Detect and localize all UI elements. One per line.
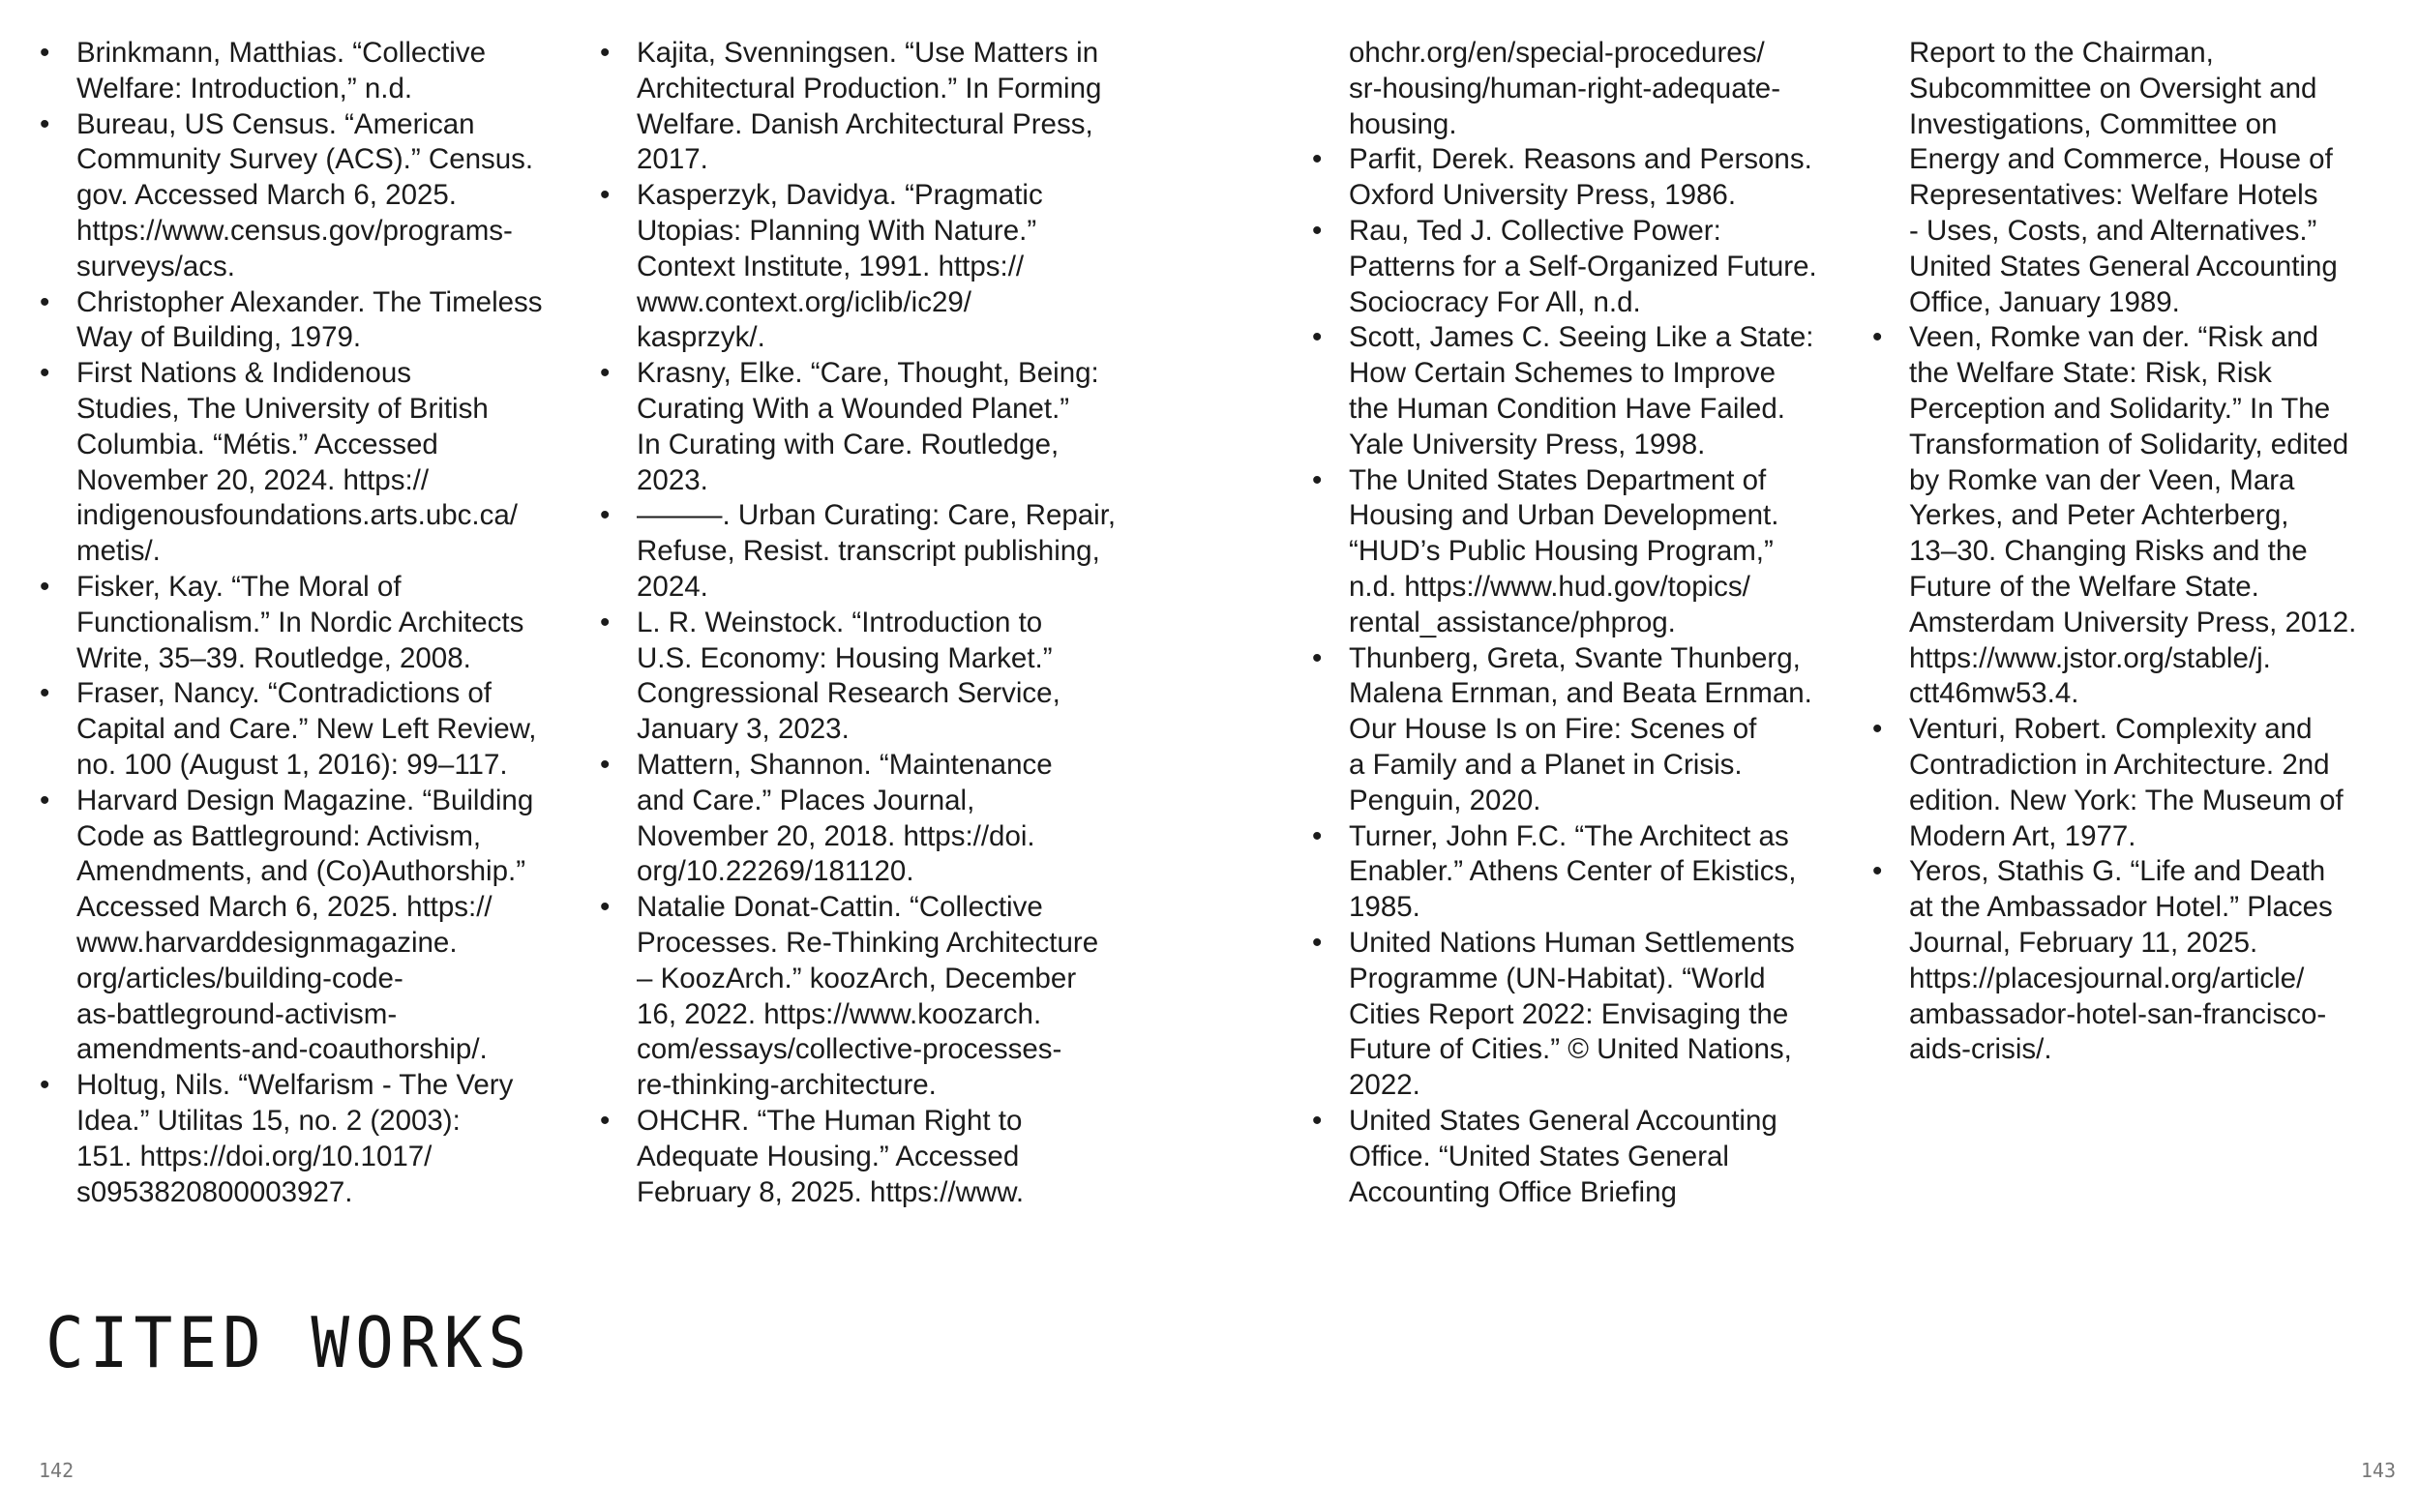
entry-line: • Fraser, Nancy. “Contradictions of <box>76 677 493 710</box>
entry-line: Idea.” Utilitas 15, no. 2 (2003): <box>76 1104 461 1137</box>
entry-line: ctt46mw53.4. <box>1909 677 2079 710</box>
entry-line: Enabler.” Athens Center of Ekistics, <box>1349 855 1797 888</box>
entry-line: Utopias: Planning With Nature.” <box>637 214 1037 247</box>
entry-line: Welfare: Introduction,” n.d. <box>76 72 413 104</box>
section-title: CITED WORKS <box>45 1302 533 1384</box>
bibliography-column-4 <box>1909 36 2356 1068</box>
entry-line: Refuse, Resist. transcript publishing, <box>637 535 1100 568</box>
entry-line: Capital and Care.” New Left Review, <box>76 713 537 746</box>
entry-line: Transformation of Solidarity, edited <box>1909 428 2349 460</box>
entry-line: • Harvard Design Magazine. “Building <box>76 784 534 816</box>
bibliography-entry <box>76 676 543 783</box>
entry-line: Functionalism.” In Nordic Architects <box>76 606 524 638</box>
entry-line: November 20, 2018. https://doi. <box>637 819 1035 852</box>
bibliography-entry <box>1349 320 1817 462</box>
entry-line: • Christopher Alexander. The Timeless <box>76 285 543 318</box>
entry-line: indigenousfoundations.arts.ubc.ca/ <box>76 499 518 532</box>
entry-line: https://placesjournal.org/article/ <box>1909 962 2305 994</box>
page-number-left: 142 <box>39 1459 75 1482</box>
entry-line: aids-crisis/. <box>1909 1033 2052 1066</box>
entry-line: “HUD’s Public Housing Program,” <box>1349 535 1774 568</box>
entry-line: Amendments, and (Co)Authorship.” <box>76 855 526 888</box>
entry-line: surveys/acs. <box>76 250 235 282</box>
bibliography-entry <box>1349 641 1817 819</box>
entry-line: Journal, February 11, 2025. <box>1909 926 2258 959</box>
entry-line: January 3, 2023. <box>637 713 850 746</box>
entry-line: Programme (UN-Habitat). “World <box>1349 962 1766 994</box>
entry-line: Energy and Commerce, House of <box>1909 143 2333 176</box>
entry-line: Contradiction in Architecture. 2nd <box>1909 748 2330 781</box>
bibliography-entry <box>1909 320 2356 712</box>
entry-line: org/articles/building-code- <box>76 962 403 994</box>
bibliography-entry <box>637 606 1116 748</box>
entry-line: • Venturi, Robert. Complexity and <box>1909 713 2313 746</box>
bibliography-entry <box>637 748 1116 890</box>
bibliography-entry <box>1349 1104 1817 1210</box>
entry-line: n.d. https://www.hud.gov/topics/ <box>1349 570 1750 603</box>
entry-line: the Human Condition Have Failed. <box>1349 392 1785 425</box>
entry-line: Sociocracy For All, n.d. <box>1349 285 1641 318</box>
entry-line: Curating With a Wounded Planet.” <box>637 392 1070 425</box>
entry-line: • Rau, Ted J. Collective Power: <box>1349 214 1721 247</box>
entry-line: • Scott, James C. Seeing Like a State: <box>1349 321 1814 354</box>
entry-line: at the Ambassador Hotel.” Places <box>1909 891 2333 924</box>
bibliography-entry <box>76 107 543 285</box>
bibliography-entry <box>637 498 1116 605</box>
entry-line: • United States General Accounting <box>1349 1104 1777 1137</box>
entry-line: Adequate Housing.” Accessed <box>637 1140 1020 1172</box>
entry-line: housing. <box>1349 107 1457 140</box>
entry-line: Office. “United States General <box>1349 1140 1729 1172</box>
bibliography-column-3 <box>1349 36 1817 1210</box>
entry-line: com/essays/collective-processes- <box>637 1033 1062 1066</box>
bibliography-entry <box>76 784 543 1068</box>
entry-line: Our House Is on Fire: Scenes of <box>1349 713 1757 746</box>
bibliography-entry <box>76 1068 543 1210</box>
entry-line: United States General Accounting <box>1909 250 2338 282</box>
entry-line: Subcommittee on Oversight and <box>1909 72 2317 104</box>
entry-line: Penguin, 2020. <box>1349 784 1541 816</box>
entry-line: • Bureau, US Census. “American <box>76 107 475 140</box>
entry-line: Modern Art, 1977. <box>1909 819 2136 852</box>
entry-line: • Holtug, Nils. “Welfarism - The Very <box>76 1069 514 1102</box>
entry-line: In Curating with Care. Routledge, <box>637 428 1060 460</box>
entry-line: by Romke van der Veen, Mara <box>1909 463 2295 496</box>
entry-line: Processes. Re-Thinking Architecture <box>637 926 1099 959</box>
entry-line: • The United States Department of <box>1349 463 1767 496</box>
entry-line: Perception and Solidarity.” In The <box>1909 392 2331 425</box>
bibliography-entry <box>637 36 1116 178</box>
entry-line: ambassador-hotel-san-francisco- <box>1909 997 2327 1030</box>
bibliography-entry <box>637 356 1116 498</box>
entry-line: • L. R. Weinstock. “Introduction to <box>637 606 1043 638</box>
entry-line: Representatives: Welfare Hotels <box>1909 179 2318 212</box>
entry-line: • First Nations & Indidenous <box>76 357 411 390</box>
entry-line: Yale University Press, 1998. <box>1349 428 1706 460</box>
bibliography-entry <box>76 356 543 570</box>
entry-line: Way of Building, 1979. <box>76 321 362 354</box>
entry-line: February 8, 2025. https://www. <box>637 1175 1025 1208</box>
entry-line: edition. New York: The Museum of <box>1909 784 2344 816</box>
entry-line: Office, January 1989. <box>1909 285 2180 318</box>
entry-line: metis/. <box>76 535 161 568</box>
entry-line: • OHCHR. “The Human Right to <box>637 1104 1023 1137</box>
entry-line: Context Institute, 1991. https:// <box>637 250 1025 282</box>
entry-line: re-thinking-architecture. <box>637 1069 937 1102</box>
entry-line: Investigations, Committee on <box>1909 107 2278 140</box>
bibliography-entry <box>76 285 543 357</box>
entry-line: the Welfare State: Risk, Risk <box>1909 357 2272 390</box>
bibliography-entry <box>637 178 1116 356</box>
entry-line: s0953820800003927. <box>76 1175 353 1208</box>
entry-line: gov. Accessed March 6, 2025. <box>76 179 458 212</box>
bibliography-entry <box>1349 36 1817 142</box>
entry-line: Oxford University Press, 1986. <box>1349 179 1737 212</box>
entry-line: Community Survey (ACS).” Census. <box>76 143 534 176</box>
bibliography-entry <box>1349 819 1817 926</box>
entry-line: 13–30. Changing Risks and the <box>1909 535 2308 568</box>
entry-line: Columbia. “Métis.” Accessed <box>76 428 438 460</box>
page-number-right: 143 <box>2360 1459 2396 1482</box>
entry-line: www.harvarddesignmagazine. <box>76 926 458 959</box>
bibliography-entry <box>637 1104 1116 1210</box>
entry-line: Housing and Urban Development. <box>1349 499 1779 532</box>
entry-line: ohchr.org/en/special-procedures/ <box>1349 37 1765 69</box>
bibliography-entry <box>1909 712 2356 854</box>
bibliography-column-1 <box>76 36 543 1210</box>
entry-line: sr-housing/human-right-adequate- <box>1349 72 1781 104</box>
entry-line: – KoozArch.” koozArch, December <box>637 962 1077 994</box>
bibliography-entry <box>1349 214 1817 320</box>
entry-line: • Mattern, Shannon. “Maintenance <box>637 748 1053 781</box>
entry-line: Patterns for a Self-Organized Future. <box>1349 250 1817 282</box>
entry-line: • Fisker, Kay. “The Moral of <box>76 570 402 603</box>
entry-line: Accessed March 6, 2025. https:// <box>76 891 493 924</box>
entry-line: U.S. Economy: Housing Market.” <box>637 641 1053 674</box>
entry-line: Studies, The University of British <box>76 392 489 425</box>
entry-line: a Family and a Planet in Crisis. <box>1349 748 1743 781</box>
entry-line: https://www.census.gov/programs- <box>76 214 513 247</box>
bibliography-column-2 <box>637 36 1116 1210</box>
entry-line: amendments-and-coauthorship/. <box>76 1033 488 1066</box>
entry-line: 2022. <box>1349 1069 1420 1102</box>
entry-line: - Uses, Costs, and Alternatives.” <box>1909 214 2317 247</box>
entry-line: 1985. <box>1349 891 1420 924</box>
entry-line: Report to the Chairman, <box>1909 37 2214 69</box>
entry-line: How Certain Schemes to Improve <box>1349 357 1777 390</box>
entry-line: Welfare. Danish Architectural Press, <box>637 107 1093 140</box>
entry-line: Write, 35–39. Routledge, 2008. <box>76 641 471 674</box>
entry-line: November 20, 2024. https:// <box>76 463 430 496</box>
entry-line: rental_assistance/phprog. <box>1349 606 1676 638</box>
entry-line: 2023. <box>637 463 708 496</box>
entry-line: Future of the Welfare State. <box>1909 570 2259 603</box>
entry-line: • Parfit, Derek. Reasons and Persons. <box>1349 143 1812 176</box>
entry-line: • Veen, Romke van der. “Risk and <box>1909 321 2319 354</box>
entry-line: 2024. <box>637 570 708 603</box>
entry-line: 151. https://doi.org/10.1017/ <box>76 1140 433 1172</box>
bibliography-entry <box>1909 36 2356 320</box>
entry-line: • Yeros, Stathis G. “Life and Death <box>1909 855 2326 888</box>
entry-line: Architectural Production.” In Forming <box>637 72 1102 104</box>
entry-line: • United Nations Human Settlements <box>1349 926 1795 959</box>
bibliography-entry <box>1909 854 2356 1068</box>
entry-line: • Kajita, Svenningsen. “Use Matters in <box>637 37 1099 69</box>
entry-line: • Natalie Donat-Cattin. “Collective <box>637 891 1043 924</box>
bibliography-entry <box>1349 463 1817 641</box>
bibliography-entry <box>1349 926 1817 1104</box>
entry-line: Cities Report 2022: Envisaging the <box>1349 997 1789 1030</box>
entry-line: • Turner, John F.C. “The Architect as <box>1349 819 1789 852</box>
entry-line: www.context.org/iclib/ic29/ <box>637 285 971 318</box>
entry-line: • Kasperzyk, Davidya. “Pragmatic <box>637 179 1043 212</box>
entry-line: 16, 2022. https://www.koozarch. <box>637 997 1042 1030</box>
bibliography-entry <box>637 890 1116 1104</box>
entry-line: Yerkes, and Peter Achterberg, <box>1909 499 2289 532</box>
entry-line: kasprzyk/. <box>637 321 765 354</box>
entry-line: no. 100 (August 1, 2016): 99–117. <box>76 748 508 781</box>
entry-line: Future of Cities.” © United Nations, <box>1349 1033 1792 1066</box>
entry-line: • ———. Urban Curating: Care, Repair, <box>637 499 1117 532</box>
entry-line: Malena Ernman, and Beata Ernman. <box>1349 677 1812 710</box>
entry-line: Amsterdam University Press, 2012. <box>1909 606 2357 638</box>
entry-line: • Krasny, Elke. “Care, Thought, Being: <box>637 357 1099 390</box>
bibliography-entry <box>76 570 543 676</box>
entry-line: and Care.” Places Journal, <box>637 784 975 816</box>
entry-line: 2017. <box>637 143 708 176</box>
entry-line: • Brinkmann, Matthias. “Collective <box>76 37 486 69</box>
entry-line: Congressional Research Service, <box>637 677 1060 710</box>
entry-line: • Thunberg, Greta, Svante Thunberg, <box>1349 641 1801 674</box>
bibliography-entry <box>76 36 543 107</box>
entry-line: Code as Battleground: Activism, <box>76 819 482 852</box>
entry-line: as-battleground-activism- <box>76 997 398 1030</box>
bibliography-entry <box>1349 142 1817 214</box>
entry-line: org/10.22269/181120. <box>637 855 914 888</box>
entry-line: Accounting Office Briefing <box>1349 1175 1677 1208</box>
entry-line: https://www.jstor.org/stable/j. <box>1909 641 2271 674</box>
